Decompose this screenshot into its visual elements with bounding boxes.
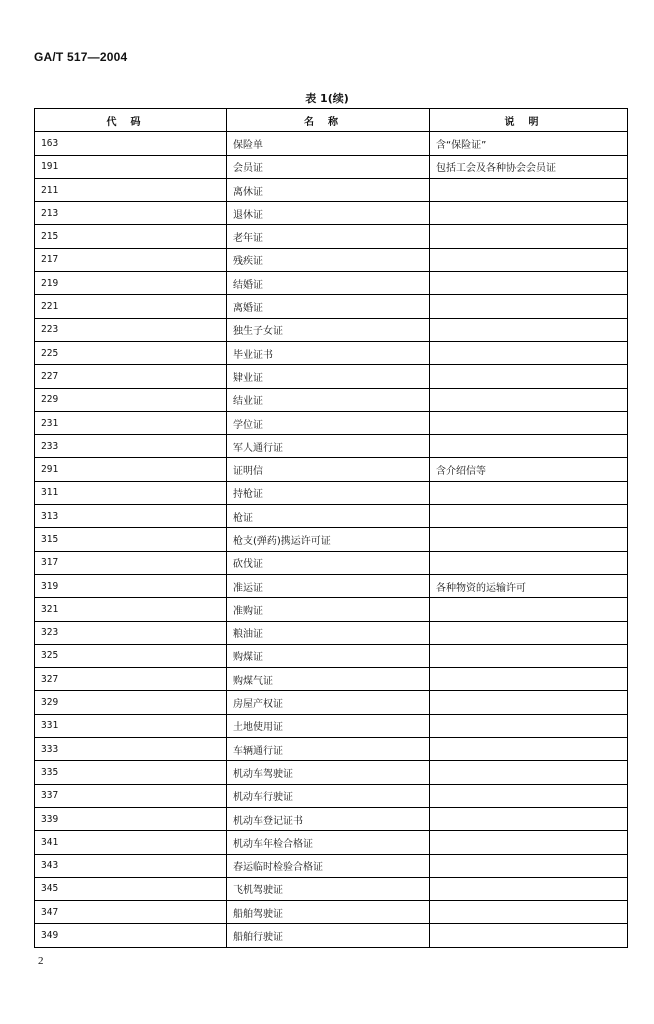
note-cell xyxy=(430,854,628,877)
code-cell: 223 xyxy=(35,318,227,341)
code-cell: 217 xyxy=(35,248,227,271)
code-cell: 233 xyxy=(35,435,227,458)
code-table xyxy=(34,108,628,948)
code-cell: 347 xyxy=(35,901,227,924)
name-cell: 会员证 xyxy=(227,155,430,178)
note-cell xyxy=(430,388,628,411)
code-cell: 163 xyxy=(35,132,227,155)
table-row xyxy=(35,481,628,504)
note-cell: 各种物资的运输许可 xyxy=(430,574,628,597)
table-row xyxy=(35,668,628,691)
name-cell: 独生子女证 xyxy=(227,318,430,341)
code-cell: 345 xyxy=(35,877,227,900)
note-cell: 含“保险证” xyxy=(430,132,628,155)
name-cell: 春运临时检验合格证 xyxy=(227,854,430,877)
note-cell xyxy=(430,807,628,830)
table-row xyxy=(35,831,628,854)
code-cell: 311 xyxy=(35,481,227,504)
code-cell: 221 xyxy=(35,295,227,318)
note-cell xyxy=(430,481,628,504)
name-cell: 枪支(弹药)携运许可证 xyxy=(227,528,430,551)
table-caption: 表 1(续) xyxy=(305,92,349,105)
name-cell: 砍伐证 xyxy=(227,551,430,574)
table-row xyxy=(35,388,628,411)
note-cell xyxy=(430,435,628,458)
name-cell: 购煤气证 xyxy=(227,668,430,691)
table-row xyxy=(35,202,628,225)
note-cell xyxy=(430,831,628,854)
code-cell: 231 xyxy=(35,411,227,434)
note-cell xyxy=(430,248,628,271)
column-header-code: 代码 xyxy=(35,109,227,132)
table-row xyxy=(35,272,628,295)
name-cell: 保险单 xyxy=(227,132,430,155)
name-cell: 机动车行驶证 xyxy=(227,784,430,807)
note-cell xyxy=(430,598,628,621)
name-cell: 船舶驾驶证 xyxy=(227,901,430,924)
note-cell xyxy=(430,551,628,574)
note-cell xyxy=(430,877,628,900)
code-cell: 335 xyxy=(35,761,227,784)
name-cell: 机动车登记证书 xyxy=(227,807,430,830)
name-cell: 机动车年检合格证 xyxy=(227,831,430,854)
code-cell: 211 xyxy=(35,178,227,201)
table-row xyxy=(35,225,628,248)
name-cell: 老年证 xyxy=(227,225,430,248)
code-cell: 321 xyxy=(35,598,227,621)
name-cell: 持枪证 xyxy=(227,481,430,504)
table-row xyxy=(35,318,628,341)
table-row xyxy=(35,435,628,458)
table-row xyxy=(35,458,628,481)
code-cell: 213 xyxy=(35,202,227,225)
code-cell: 315 xyxy=(35,528,227,551)
name-cell: 结业证 xyxy=(227,388,430,411)
code-cell: 215 xyxy=(35,225,227,248)
table-row xyxy=(35,924,628,947)
note-cell xyxy=(430,761,628,784)
note-cell xyxy=(430,225,628,248)
table-row xyxy=(35,807,628,830)
note-cell xyxy=(430,295,628,318)
table-row xyxy=(35,178,628,201)
document-id: GA/T 517—2004 xyxy=(34,50,128,64)
code-cell: 229 xyxy=(35,388,227,411)
table-row xyxy=(35,714,628,737)
name-cell: 军人通行证 xyxy=(227,435,430,458)
code-cell: 333 xyxy=(35,738,227,761)
table-row xyxy=(35,738,628,761)
column-header-note: 说明 xyxy=(430,109,628,132)
code-cell: 225 xyxy=(35,341,227,364)
name-cell: 房屋产权证 xyxy=(227,691,430,714)
name-cell: 枪证 xyxy=(227,505,430,528)
name-cell: 离休证 xyxy=(227,178,430,201)
name-cell: 退休证 xyxy=(227,202,430,225)
name-cell: 土地使用证 xyxy=(227,714,430,737)
name-cell: 飞机驾驶证 xyxy=(227,877,430,900)
table-row xyxy=(35,341,628,364)
code-cell: 319 xyxy=(35,574,227,597)
table-row xyxy=(35,248,628,271)
table-row xyxy=(35,644,628,667)
code-cell: 329 xyxy=(35,691,227,714)
note-cell xyxy=(430,178,628,201)
name-cell: 车辆通行证 xyxy=(227,738,430,761)
table-row xyxy=(35,691,628,714)
table-row xyxy=(35,411,628,434)
table-row xyxy=(35,155,628,178)
code-cell: 219 xyxy=(35,272,227,295)
code-cell: 327 xyxy=(35,668,227,691)
table-row xyxy=(35,784,628,807)
code-cell: 343 xyxy=(35,854,227,877)
code-cell: 317 xyxy=(35,551,227,574)
table-row xyxy=(35,365,628,388)
table-row xyxy=(35,761,628,784)
table-row xyxy=(35,621,628,644)
table-row xyxy=(35,574,628,597)
name-cell: 残疾证 xyxy=(227,248,430,271)
note-cell xyxy=(430,738,628,761)
code-cell: 331 xyxy=(35,714,227,737)
name-cell: 毕业证书 xyxy=(227,341,430,364)
name-cell: 证明信 xyxy=(227,458,430,481)
note-cell: 包括工会及各种协会会员证 xyxy=(430,155,628,178)
name-cell: 准运证 xyxy=(227,574,430,597)
name-cell: 船舶行驶证 xyxy=(227,924,430,947)
code-cell: 339 xyxy=(35,807,227,830)
code-cell: 337 xyxy=(35,784,227,807)
code-cell: 325 xyxy=(35,644,227,667)
table-row xyxy=(35,854,628,877)
code-cell: 191 xyxy=(35,155,227,178)
note-cell xyxy=(430,272,628,295)
note-cell xyxy=(430,528,628,551)
table-row xyxy=(35,598,628,621)
table-row xyxy=(35,132,628,155)
note-cell xyxy=(430,505,628,528)
note-cell xyxy=(430,784,628,807)
table-header-row xyxy=(35,109,628,132)
column-header-name: 名称 xyxy=(227,109,430,132)
table-row xyxy=(35,528,628,551)
note-cell xyxy=(430,924,628,947)
name-cell: 学位证 xyxy=(227,411,430,434)
name-cell: 机动车驾驶证 xyxy=(227,761,430,784)
note-cell xyxy=(430,341,628,364)
note-cell xyxy=(430,691,628,714)
code-cell: 313 xyxy=(35,505,227,528)
code-cell: 349 xyxy=(35,924,227,947)
note-cell xyxy=(430,318,628,341)
table-row xyxy=(35,551,628,574)
note-cell xyxy=(430,621,628,644)
page-number: 2 xyxy=(38,955,44,967)
name-cell: 粮油证 xyxy=(227,621,430,644)
table-row xyxy=(35,295,628,318)
table-row xyxy=(35,877,628,900)
name-cell: 结婚证 xyxy=(227,272,430,295)
note-cell xyxy=(430,668,628,691)
note-cell xyxy=(430,411,628,434)
table-row xyxy=(35,505,628,528)
code-cell: 323 xyxy=(35,621,227,644)
code-cell: 291 xyxy=(35,458,227,481)
table-row xyxy=(35,901,628,924)
note-cell xyxy=(430,901,628,924)
name-cell: 准购证 xyxy=(227,598,430,621)
note-cell xyxy=(430,714,628,737)
code-cell: 341 xyxy=(35,831,227,854)
name-cell: 离婚证 xyxy=(227,295,430,318)
note-cell xyxy=(430,202,628,225)
name-cell: 肄业证 xyxy=(227,365,430,388)
code-cell: 227 xyxy=(35,365,227,388)
note-cell xyxy=(430,365,628,388)
note-cell: 含介绍信等 xyxy=(430,458,628,481)
name-cell: 购煤证 xyxy=(227,644,430,667)
note-cell xyxy=(430,644,628,667)
